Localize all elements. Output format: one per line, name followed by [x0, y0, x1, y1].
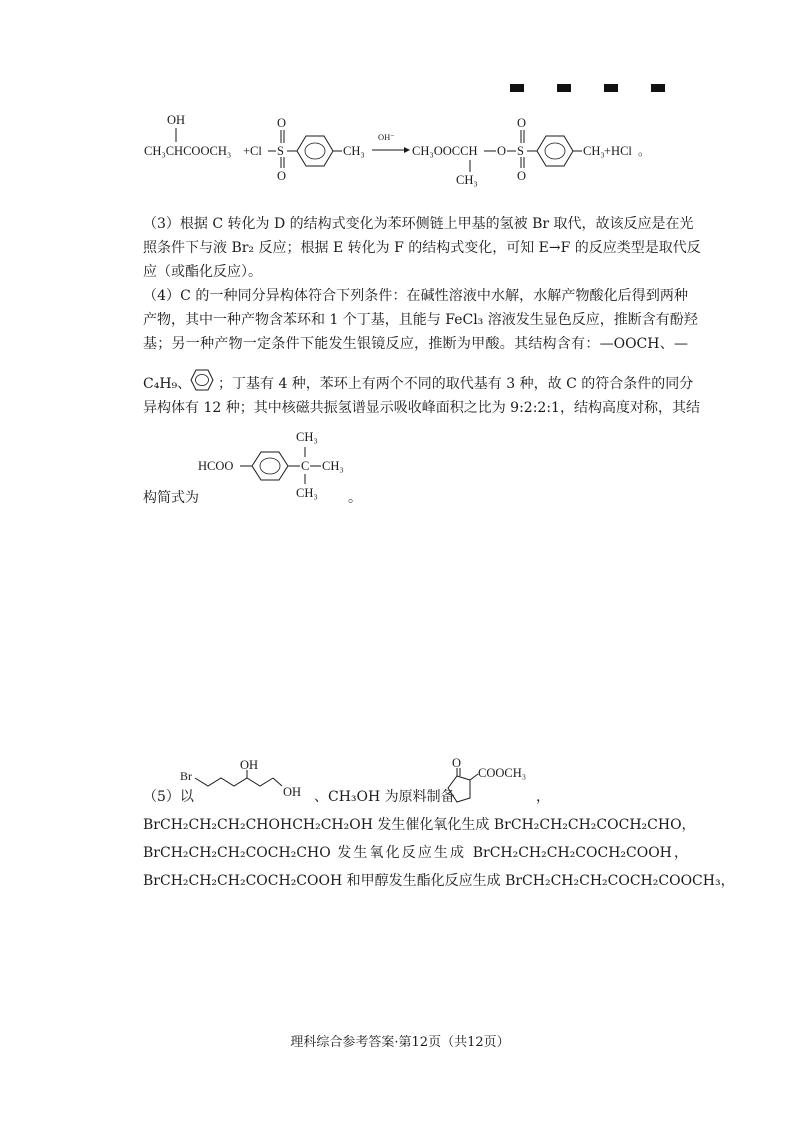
bromine-label: Br: [180, 769, 192, 783]
section-3-line: （3）根据 C 转化为 D 的结构式变化为苯环侧链上甲基的氢被 Br 取代，故该反应是在光: [143, 216, 694, 232]
product-tail-methyl: CH₃: [583, 144, 605, 158]
section-5-middle-text: 、CH₃OH 为原料制备: [314, 789, 455, 805]
tert-butyl-methyl-right: CH₃: [322, 459, 344, 473]
plus-hcl: +HCl: [604, 144, 632, 158]
section-4-line: 。: [348, 490, 362, 506]
bromodiol-structure: [178, 758, 302, 814]
header-mark: [604, 84, 618, 92]
methyl-label: CH₃: [343, 144, 365, 158]
plus-cl: +Cl: [243, 144, 262, 158]
diol-hydroxyl-end: OH: [283, 785, 302, 799]
benzene-ring-icon: [537, 136, 573, 166]
hcoo-label: HCOO: [198, 459, 234, 473]
ketone-oxygen: O: [452, 756, 462, 770]
tert-butyl-methyl-bottom: CH₃: [296, 486, 318, 500]
section-5-line: BrCH₂CH₂CH₂COCH₂COOH 和甲醇发生酯化反应生成 BrCH₂CH₂CH₂COCH₂COOCH₃，: [143, 873, 735, 889]
section-4-line: 构简式为: [143, 490, 199, 506]
benzene-ring-icon: [297, 136, 333, 166]
header-mark: [651, 84, 665, 92]
header-mark: [557, 84, 571, 92]
product-oxygen-bottom: O: [517, 169, 527, 183]
quaternary-carbon: C: [301, 459, 310, 473]
ether-oxygen: O: [497, 144, 507, 158]
page-footer: 理科综合参考答案·第12页（共12页）: [290, 1035, 510, 1050]
product-oxygen-top: O: [517, 116, 527, 130]
product-ester: CH₃OOCCH: [412, 144, 478, 158]
condition-label: OH⁻: [378, 132, 395, 142]
section-5: [143, 811, 735, 895]
reactant-lactate: CH₃CHCOOCH₃: [144, 144, 232, 158]
header-mark: [510, 84, 524, 92]
section-4: [143, 284, 698, 356]
section-4-line: 产物，其中一种产物含苯环和 1 个丁基，且能与 FeCl₃ 溶液发生显色反应，推断含有酚羟: [143, 312, 698, 328]
tert-butyl-methyl-top: CH₃: [296, 430, 318, 444]
butyl-label: C₄H₉、: [143, 376, 192, 392]
section-4-line: 基；另一种产物一定条件下能发生银镜反应，推断为甲酸。其结构含有：—OOCH、—: [143, 336, 688, 352]
section-3-line: 照条件下与液 Br₂ 反应；根据 E 转化为 F 的结构式变化，可知 E→F 的反应类型是取代反: [143, 240, 701, 256]
section-3-line: 应（或酯化反应）。: [143, 264, 262, 280]
section-4-line: 异构体有 12 种；其中核磁共振氢谱显示吸收峰面积之比为 9:2:2:1，结构高度对称，其结: [143, 400, 700, 416]
section-3: [143, 212, 701, 284]
sulfonyl-oxygen-bottom: O: [277, 169, 287, 183]
section-4-cont: [143, 396, 700, 420]
hydroxyl-label: OH: [167, 113, 186, 127]
sulfonyl-oxygen-top: O: [277, 116, 287, 130]
section-5-middle: [314, 785, 455, 809]
end-mark: 。: [638, 144, 651, 158]
cyclopentanone-ester-structure: [438, 758, 548, 808]
diol-hydroxyl-top: OH: [240, 758, 259, 772]
section-5-prefix-text: （5）以: [143, 789, 194, 805]
section-4-line: （4）C 的一种同分异构体符合下列条件：在碱性溶液中水解，水解产物酸化后得到两种: [143, 288, 688, 304]
section-4-line4-rest: [218, 372, 694, 396]
section-4-line6-end: [348, 486, 362, 510]
section-5-comma-text: ，: [536, 789, 550, 805]
section-4-line: ；丁基有 4 种，苯环上有两个不同的取代基有 3 种，故 C 的符合条件的同分: [218, 376, 694, 392]
section-5-line: BrCH₂CH₂CH₂COCH₂CHO 发生氧化反应生成 BrCH₂CH₂CH₂COCH₂COOH，: [143, 845, 688, 861]
benzene-ring-icon: [188, 365, 216, 395]
section-5-line: BrCH₂CH₂CH₂CHOHCH₂CH₂OH 发生催化氧化生成 BrCH₂CH₂CH₂COCH₂CHO，: [143, 817, 696, 833]
benzene-ring-icon: [252, 452, 288, 480]
product-sulfur: S: [517, 144, 524, 158]
ester-group: COOCH₃: [478, 766, 527, 780]
reaction-equation-1: [130, 108, 650, 188]
arrow-icon: [372, 147, 410, 153]
product-methyl: CH₃: [456, 173, 478, 187]
section-4-line4-start: [143, 372, 191, 396]
section-5-comma: [536, 785, 550, 809]
sulfur-label: S: [277, 144, 284, 158]
section-4-line6-start: [143, 486, 199, 510]
